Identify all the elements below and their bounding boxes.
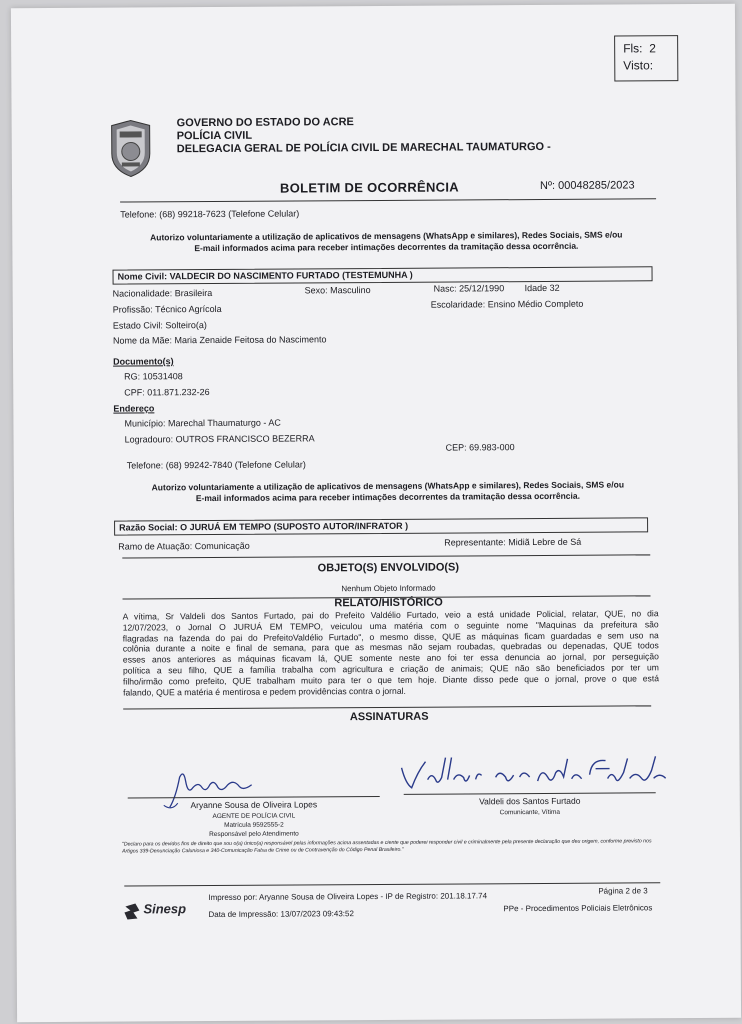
signatures-title: ASSINATURAS: [349, 710, 429, 724]
header-block: [177, 115, 551, 156]
footer-print-date: Data de Impressão: 13/07/2023 09:43:52: [208, 909, 354, 920]
objects-title: OBJETO(S) ENVOLVIDO(S): [317, 561, 460, 575]
cep: CEP: 69.983-000: [445, 442, 515, 453]
footer-system: PPe - Procedimentos Policiais Eletrônicos: [503, 903, 653, 914]
education: Escolaridade: Ensino Médio Completo: [430, 298, 584, 310]
profession: Profissão: Técnico Agrícola: [112, 303, 222, 315]
relato-line: falando, QUE a matéria é mentirosa e pedem providências contra o jornal.: [123, 685, 406, 698]
authorization-top: [112, 229, 660, 254]
relato-line: flagradas na fazenda do pai do PrefeitoValdélio Furtado", o mesmo disse, QUE as máquinas ficam guardadas e sem uso na: [122, 629, 659, 644]
police-badge-icon: [108, 119, 154, 177]
divider: [120, 198, 656, 202]
birth-date: Nasc: 25/12/1990: [433, 283, 505, 294]
cpf: CPF: 011.871.232-26: [124, 387, 210, 398]
company-branch: Ramo de Atuação: Comunicação: [118, 540, 250, 552]
agent-note: Responsável pelo Atendimento: [209, 830, 299, 839]
relato-text: [123, 608, 660, 698]
civil-status: Estado Civil: Solteiro(a): [112, 320, 207, 331]
divider: [122, 554, 650, 558]
agent-name: Aryanne Sousa de Oliveira Lopes: [190, 799, 318, 811]
relato-title: RELATO/HISTÓRICO: [334, 596, 443, 610]
sex: Sexo: Masculino: [304, 285, 371, 296]
agent-role: AGENTE DE POLÍCIA CIVIL: [212, 812, 296, 821]
logradouro: Logradouro: OUTROS FRANCISCO BEZERRA: [124, 433, 315, 445]
authorization-top-line2: E-mail informados acima para receber intimações decorrentes da tramitação dessa ocorrência.: [194, 240, 579, 254]
objects-value: Nenhum Objeto Informado: [341, 583, 436, 594]
witness-name: Nome Civil: VALDECIR DO NASCIMENTO FURTADO (TESTEMUNHA ): [113, 266, 653, 284]
relato-line: colônia durante a noite e final de semana, para que as mesmas não sejam roubadas, quebradas ou depenadas, QUE todos: [122, 640, 659, 654]
authorization-top-line1: Autorizo voluntariamente a utilização de aplicativos de mensagens (WhatsApp e similares), Redes Sociais, SMS e/ou: [150, 229, 623, 243]
folio-number: 2: [649, 41, 656, 56]
company-representative: Representante: Midiã Lebre de Sá: [444, 536, 582, 548]
relato-line: A vítima, Sr Valdeli dos Santos Furtado, pai do Prefeito Valdélio Furtado, veio a está unidade Policial, relatar, QUE, no dia: [122, 608, 659, 622]
phone-top: Telefone: (68) 99218-7623 (Telefone Celular): [120, 208, 300, 220]
document-number: Nº: 00048285/2023: [539, 179, 635, 192]
sinesp-logo-icon: [123, 902, 141, 920]
relato-line: filho/irmão como prefeito, QUE trabalham muito para ter o que tem hoje. Diante disso pede que o jornal, prove o que está: [122, 673, 660, 687]
company-name: Razão Social: O JURUÁ EM TEMPO (SUPOSTO AUTOR/INFRATOR ): [114, 517, 648, 535]
document-title: BOLETIM DE OCORRÊNCIA: [279, 179, 459, 196]
address-title: Endereço: [113, 403, 155, 414]
victim-name: Valdeli dos Santos Furtado: [479, 795, 581, 807]
municipio: Município: Marechal Thaumaturgo - AC: [124, 417, 281, 429]
folio-box: [614, 35, 678, 81]
visto-label: Visto:: [623, 58, 654, 73]
declaration-text: "Declaro para os devidos fins de direito que sou o(a) único(a) responsável pelas informações acima assentadas e ciente que poderei responder civil e criminalmente pela presente declaração que deu origem, conforme previsto nos Artigos 339-Denunciação Caluniosa e 340-Comunicação Falsa de Crime ou de Contravenção do Código Penal Brasileiro.": [122, 838, 652, 855]
header-government: GOVERNO DO ESTADO DO ACRE: [176, 116, 354, 130]
relato-line: 12/07/2023, o Jornal O JURUÁ EM TEMPO, veiculou uma matéria com o seguinte nome "Maquinas da prefeitura são: [122, 619, 659, 633]
footer-divider: [124, 882, 660, 886]
relato-line: política a seu filho, QUE a família trabalha com agricultura e criação de animais; QUE não são beneficiados por ter um: [122, 662, 659, 676]
sinesp-logo: [123, 900, 193, 922]
phone-witness: Telefone: (68) 99242-7840 (Telefone Celular): [126, 459, 306, 471]
authorization-witness: [114, 479, 662, 504]
victim-role: Comunicante, Vítima: [499, 808, 561, 817]
authorization-witness-line2: E-mail informados acima para receber intimações decorrentes da tramitação dessa ocorrência.: [195, 490, 580, 504]
rg: RG: 10531408: [124, 371, 183, 382]
relato-line: esses anos anteriores as máquinas ficavam lá, QUE somente neste ano foi ter essa denuncia ao jornal, por perseguição: [122, 651, 659, 665]
footer-printed-by: Impresso por: Aryanne Sousa de Oliveira Lopes - IP de Registro: 201.18.17.74: [208, 891, 488, 903]
header-police: POLÍCIA CIVIL: [176, 129, 253, 143]
agent-matricula: Matrícula 9592555-2: [224, 821, 284, 829]
age: Idade 32: [524, 282, 560, 294]
authorization-witness-line1: Autorizo voluntariamente a utilização de aplicativos de mensagens (WhatsApp e similares), Redes Sociais, SMS e/ou: [151, 479, 625, 493]
nationality: Nacionalidade: Brasileira: [112, 287, 213, 299]
folio-label: Fls:: [623, 41, 643, 56]
document-page: [11, 4, 741, 1022]
documents-title: Documento(s): [113, 356, 174, 367]
mother-name: Nome da Mãe: Maria Zenaide Feitosa do Nascimento: [112, 334, 327, 346]
footer-page: Página 2 de 3: [598, 886, 648, 896]
header-delegacia: DELEGACIA GERAL DE POLÍCIA CIVIL DE MARECHAL TAUMATURGO -: [176, 140, 551, 156]
sinesp-logo-text: Sinesp: [143, 901, 187, 917]
